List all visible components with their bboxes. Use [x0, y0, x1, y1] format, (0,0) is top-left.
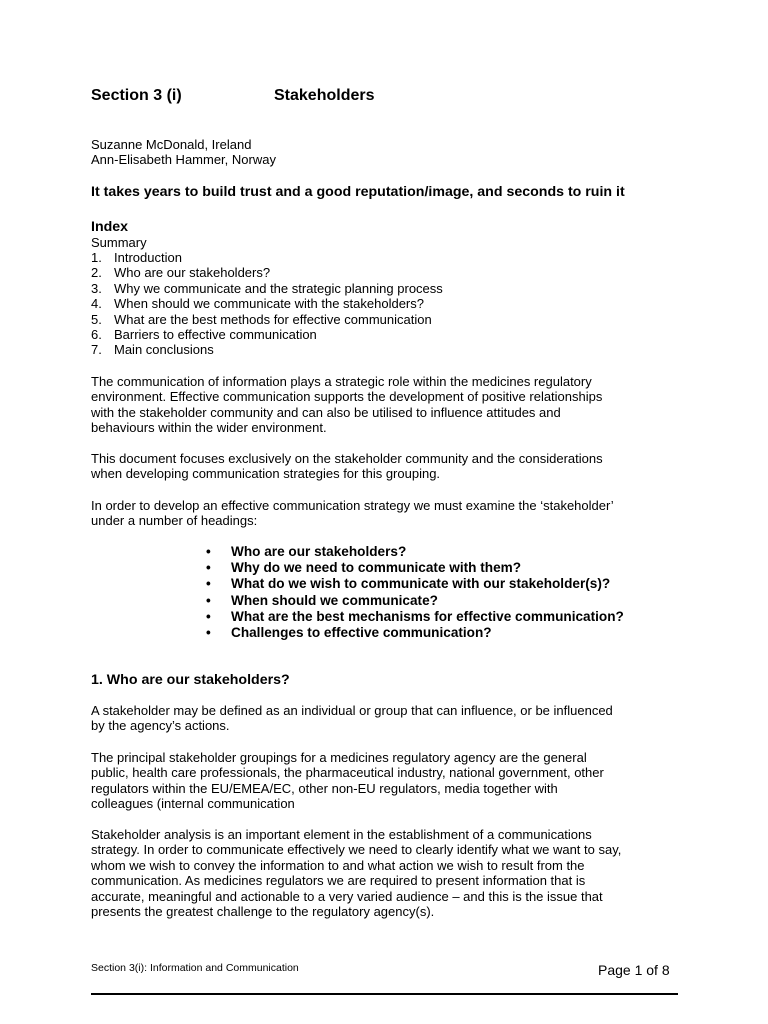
- index-item: 6. Barriers to effective communication: [91, 327, 317, 343]
- bullet-item: • What do we wish to communicate with our stakeholder(s)?: [206, 576, 611, 592]
- intro-paragraph: The communication of information plays a strategic role within the medicines regulatory environment. Effective communication supports the development of positive relationships with the stakeholder community and can also be utilised to influence attitudes and behaviours within the wider environment.: [91, 374, 603, 436]
- groupings-paragraph: The principal stakeholder groupings for a medicines regulatory agency are the general public, health care professionals, the pharmaceutical industry, national government, other regulators within the EU/EMEA/EC, other non-EU regulators, media together with colleagues (internal communication: [91, 750, 604, 812]
- definition-paragraph: A stakeholder may be defined as an individual or group that can influence, or be influenced by the agency’s actions.: [91, 703, 613, 734]
- authors: [91, 137, 276, 168]
- index-item: 1. Introduction: [91, 250, 182, 265]
- heading-bullet-list: [206, 544, 624, 641]
- footer-section-label: Section 3(i): Information and Communication: [91, 962, 299, 974]
- strategy-paragraph: In order to develop an effective communication strategy we must examine the ‘stakeholder’ under a number of headings:: [91, 498, 614, 529]
- motto: It takes years to build trust and a good reputation/image, and seconds to ruin it: [91, 184, 625, 200]
- bullet-item: • Who are our stakeholders?: [206, 544, 407, 559]
- author-line: Suzanne McDonald, Ireland: [91, 137, 252, 152]
- page-number: Page 1 of 8: [598, 962, 670, 978]
- bullet-item: • Why do we need to communicate with them?: [206, 560, 522, 576]
- index-item: 3. Why we communicate and the strategic planning process: [91, 280, 443, 296]
- section1-heading: 1. Who are our stakeholders?: [91, 672, 290, 688]
- section-number: Section 3 (i): [91, 87, 182, 104]
- focus-paragraph: This document focuses exclusively on the stakeholder community and the considerations when developing communication strategies for this grouping.: [91, 451, 603, 482]
- bullet-item: • Challenges to effective communication?: [206, 625, 492, 641]
- index-summary: Summary: [91, 235, 147, 250]
- analysis-paragraph: Stakeholder analysis is an important element in the establishment of a communications strategy. In order to communicate effectively we need to clearly identify what we want to say, whom we wish to convey the information to and what action we wish to result from the communication. As medicines regulators we are required to present information that is accurate, meaningful and actionable to a very varied audience – and this is the issue that presents the greatest challenge to the regulatory agency(s).: [91, 827, 622, 920]
- index-item: 7. Main conclusions: [91, 342, 214, 358]
- index-list: [91, 250, 443, 358]
- index-title: Index: [91, 219, 129, 235]
- bullet-item: • What are the best mechanisms for effective communication?: [206, 608, 624, 624]
- index-item: 5. What are the best methods for effective communication: [91, 311, 432, 327]
- index-item: 2. Who are our stakeholders?: [91, 265, 271, 281]
- index-item: 4. When should we communicate with the stakeholders?: [91, 296, 424, 312]
- footer-rule: [91, 993, 678, 995]
- author-line: Ann-Elisabeth Hammer, Norway: [91, 152, 276, 168]
- bullet-item: • When should we communicate?: [206, 592, 438, 608]
- section-title: Stakeholders: [274, 87, 375, 104]
